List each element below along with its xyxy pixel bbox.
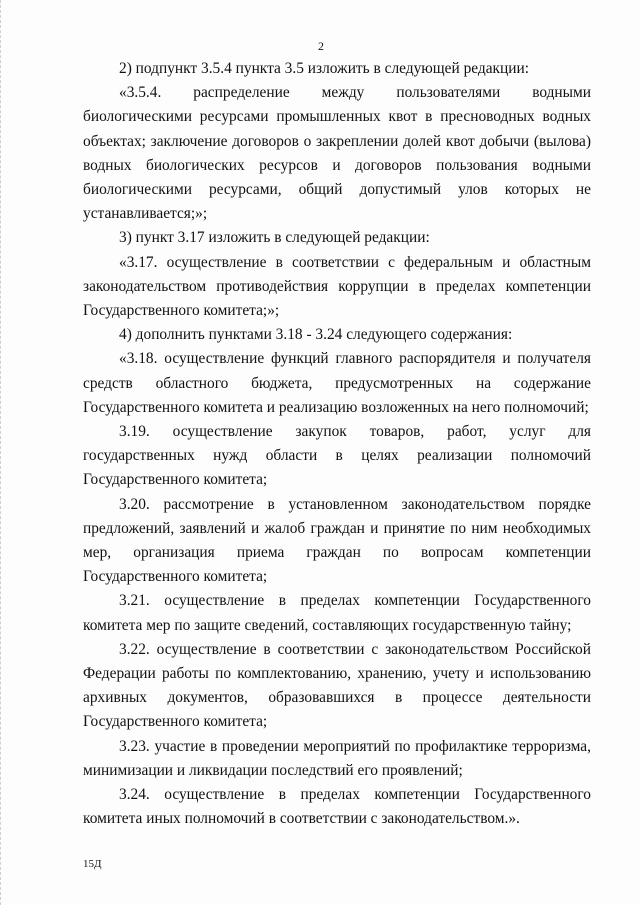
document-body bbox=[83, 57, 591, 832]
paragraph-3-20: 3.20. рассмотрение в установленном законодательством порядке предложений, заявлений и жалоб граждан и принятие по ним необходимых мер, организация приема граждан по вопросам компетенции Государственного комитета; bbox=[83, 495, 591, 586]
page-number: 2 bbox=[318, 39, 324, 53]
paragraph-subitem-4: 4) дополнить пунктами 3.18 - 3.24 следующего содержания: bbox=[119, 326, 513, 344]
paragraph-3-5-4: «3.5.4. распределение между пользователями водными биологическими ресурсами промышленных квот в пресноводных водных объектах; заключение договоров о закреплении долей квот добычи (вылова) водных биологических ресурсов и договоров пользования водными биологическими ресурсами, общий допустимый улов которых не устанавливается;»; bbox=[83, 84, 591, 223]
paragraph-3-19: 3.19. осуществление закупок товаров, работ, услуг для государственных нужд области в целях реализации полномочий Государственного комитета; bbox=[83, 423, 591, 489]
paragraph-3-17: «3.17. осуществление в соответствии с федеральным и областным законодательством противодействия коррупции в пределах компетенции Государственного комитета;»; bbox=[83, 253, 591, 320]
footer-code: 15Д bbox=[83, 858, 102, 870]
paragraph-3-21: 3.21. осуществление в пределах компетенции Государственного комитета мер по защите сведений, составляющих государственную тайну; bbox=[83, 592, 591, 634]
paragraph-subitem-3: 3) пункт 3.17 изложить в следующей редакции: bbox=[119, 229, 430, 247]
paragraph-3-22: 3.22. осуществление в соответствии с законодательством Российской Федерации работы по комплектованию, хранению, учету и использованию архивных документов, образовавшихся в процессе деятельности Государственного комитета; bbox=[83, 640, 591, 731]
paragraph-3-23: 3.23. участие в проведении мероприятий по профилактике терроризма, минимизации и ликвидации последствий его проявлений; bbox=[83, 737, 591, 779]
paragraph-3-24: 3.24. осуществление в пределах компетенции Государственного комитета иных полномочий в соответствии с законодательством.». bbox=[83, 786, 591, 828]
paragraph-subitem-2: 2) подпункт 3.5.4 пункта 3.5 изложить в следующей редакции: bbox=[119, 60, 530, 77]
paragraph-3-18: «3.18. осуществление функций главного распорядителя и получателя средств областного бюджета, предусмотренных на содержание Государственного комитета и реализацию возложенных на него полномочий; bbox=[83, 350, 591, 416]
